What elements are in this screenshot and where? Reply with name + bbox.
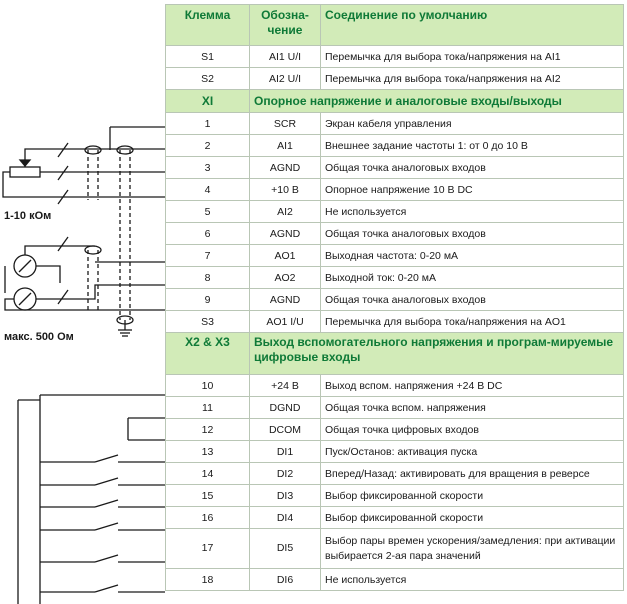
wire-terminal-9 — [5, 299, 165, 310]
switch-row-15 — [40, 500, 165, 507]
table-row: 3 AGND Общая точка аналоговых входов — [166, 157, 624, 179]
table-row: 5 AI2 Не используется — [166, 201, 624, 223]
table-row: 8 AO2 Выходной ток: 0-20 мА — [166, 267, 624, 289]
table-row: 18 DI6 Не используется — [166, 569, 624, 591]
table-row: 17 DI5 Выбор пары времен ускорения/замедления: при активации выбирается 2-ая пара значений — [166, 529, 624, 569]
table-row: 9 AGND Общая точка аналоговых входов — [166, 289, 624, 311]
table-row: 16 DI4 Выбор фиксированной скорости — [166, 507, 624, 529]
switch-row-14 — [40, 478, 165, 485]
table-row: 14 DI2 Вперед/Назад: активировать для вращения в реверсе — [166, 463, 624, 485]
table-row: 6 AGND Общая точка аналоговых входов — [166, 223, 624, 245]
table-row: 4 +10 В Опорное напряжение 10 В DC — [166, 179, 624, 201]
table-row: 13 DI1 Пуск/Останов: активация пуска — [166, 441, 624, 463]
switch-row-16 — [40, 523, 165, 530]
section-header-x1: XI Опорное напряжение и аналоговые входы/выходы — [166, 90, 624, 113]
potentiometer-label: 1-10 кОм — [4, 210, 52, 222]
table-row: S1 AI1 U/I Перемычка для выбора тока/напряжения на AI1 — [166, 46, 624, 68]
table-row: 11 DGND Общая точка вспом. напряжения — [166, 397, 624, 419]
potentiometer-icon — [10, 167, 40, 177]
table-row: 7 AO1 Выходная частота: 0-20 мА — [166, 245, 624, 267]
table-row: 1 SCR Экран кабеля управления — [166, 113, 624, 135]
table-row: 2 AI1 Внешнее задание частоты 1: от 0 до 10 В — [166, 135, 624, 157]
terminal-table — [165, 4, 624, 591]
table-row: 10 +24 В Выход вспом. напряжения +24 В DC — [166, 375, 624, 397]
section-header-x2: X2 & X3 Выход вспомогательного напряжения и програм-мируемые цифровые входы — [166, 333, 624, 375]
table-row: 15 DI3 Выбор фиксированной скорости — [166, 485, 624, 507]
switch-row-17 — [40, 555, 165, 562]
table-row: S2 AI2 U/I Перемычка для выбора тока/напряжения на AI2 — [166, 68, 624, 90]
header-terminal: Клемма — [166, 5, 250, 46]
table-header — [166, 5, 624, 46]
switch-row-13 — [40, 455, 165, 462]
header-connection: Соединение по умолчанию — [321, 5, 624, 46]
meter-label: макс. 500 Ом — [4, 331, 74, 343]
header-designation: Обозна-чение — [250, 5, 321, 46]
wire-terminal-8 — [36, 285, 165, 299]
wire-terminal-4 — [3, 172, 165, 197]
table-row: S3 AO1 I/U Перемычка для выбора тока/напряжения на AO1 — [166, 311, 624, 333]
switch-row-18 — [40, 585, 165, 592]
table-row: 12 DCOM Общая точка цифровых входов — [166, 419, 624, 441]
